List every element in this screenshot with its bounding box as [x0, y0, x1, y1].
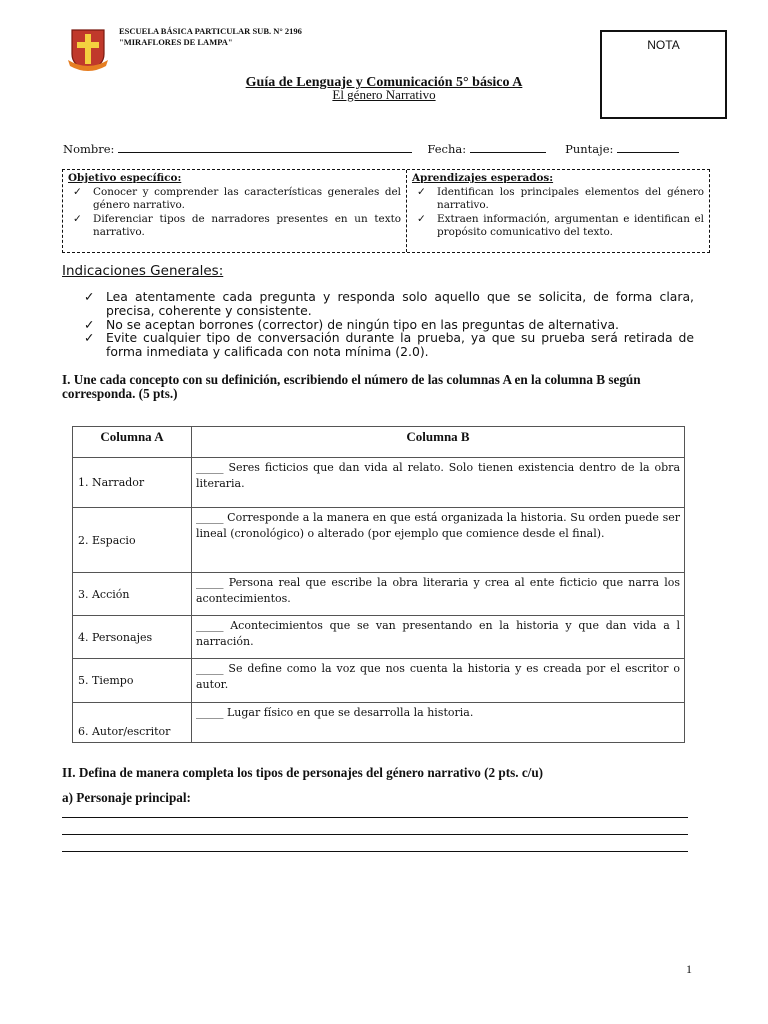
school-name	[119, 26, 302, 48]
checkmark-icon: ✓	[73, 212, 82, 225]
column-a-header: Columna A	[73, 427, 192, 458]
section2-item-a: a) Personaje principal:	[62, 790, 191, 805]
name-field[interactable]	[118, 142, 412, 153]
concept-cell: 5. Tiempo	[73, 659, 192, 703]
definition-cell[interactable]: _____ Corresponde a la manera en que está organizada la historia. Su orden puede ser lineal (cronológico) o alterado (por ejemplo que comience desde el final).	[192, 508, 685, 573]
learning-item	[412, 213, 704, 240]
section2-instruction: II. Defina de manera completa los tipos de personajes del género narrativo (2 pts. c/u)	[62, 765, 544, 780]
answer-line[interactable]	[62, 834, 688, 835]
checkmark-icon: ✓	[84, 330, 95, 346]
answer-line[interactable]	[62, 817, 688, 818]
objectives-box	[62, 169, 710, 253]
checkmark-icon: ✓	[417, 185, 426, 198]
definition-cell[interactable]: _____ Se define como la voz que nos cuenta la historia y es creada por el escritor o autor.	[192, 659, 685, 703]
concept-cell: 2. Espacio	[73, 508, 192, 573]
grade-label: NOTA	[647, 38, 680, 52]
indication-item	[84, 318, 694, 332]
checkmark-icon: ✓	[84, 316, 95, 332]
date-label: Fecha:	[427, 142, 467, 156]
objective-item	[68, 213, 401, 240]
table-row	[73, 573, 685, 616]
objective-item	[68, 186, 401, 213]
school-logo	[66, 26, 110, 72]
checkmark-icon: ✓	[73, 185, 82, 198]
table-row	[73, 508, 685, 573]
objective-text: Conocer y comprender las características generales del género narrativo.	[93, 185, 401, 211]
matching-table	[72, 426, 685, 743]
score-label: Puntaje:	[565, 142, 614, 156]
answer-line[interactable]	[62, 851, 688, 852]
expected-learnings-heading: Aprendizajes esperados:	[412, 172, 554, 184]
objectives-specific-heading: Objetivo específico:	[68, 172, 182, 184]
expected-learnings	[407, 170, 709, 252]
section1-instruction: I. Une cada concepto con su definición, escribiendo el número de las columnas A en la columna B según corresponda. (5 pts.)	[62, 372, 641, 401]
concept-cell: 3. Acción	[73, 573, 192, 616]
indication-item	[84, 331, 694, 359]
student-fields	[63, 142, 679, 156]
objective-text: Diferenciar tipos de narradores presentes en un texto narrativo.	[93, 212, 401, 238]
checkmark-icon: ✓	[417, 212, 426, 225]
objectives-specific	[63, 170, 407, 252]
definition-cell[interactable]: _____ Lugar físico en que se desarrolla la historia.	[192, 703, 685, 743]
score-field[interactable]	[617, 142, 679, 153]
table-header-row	[73, 427, 685, 458]
page-number: 1	[686, 962, 692, 976]
school-name-line1: ESCUELA BÁSICA PARTICULAR SUB. N° 2196	[119, 26, 302, 36]
concept-cell: 4. Personajes	[73, 616, 192, 659]
indication-text: Lea atentamente cada pregunta y responda solo aquello que se solicita, de forma clara, precisa, coherente y consistente.	[106, 289, 694, 318]
indication-item	[84, 290, 694, 318]
indication-text: Evite cualquier tipo de conversación durante la prueba, ya que su prueba será retirada de forma inmediata y calificada con nota mínima (2.0).	[106, 330, 694, 360]
date-field[interactable]	[470, 142, 546, 153]
school-name-line2: "MIRAFLORES DE LAMPA"	[119, 37, 233, 47]
indications-title: Indicaciones Generales:	[62, 263, 224, 279]
definition-cell[interactable]: _____ Seres ficticios que dan vida al relato. Solo tienen existencia dentro de la obra literaria.	[192, 458, 685, 508]
indications-list	[84, 290, 694, 359]
concept-cell: 6. Autor/escritor	[73, 703, 192, 743]
concept-cell: 1. Narrador	[73, 458, 192, 508]
table-row	[73, 458, 685, 508]
table-row	[73, 616, 685, 659]
definition-cell[interactable]: _____ Acontecimientos que se van presentando en la historia y que dan vida a l narración.	[192, 616, 685, 659]
column-b-header: Columna B	[192, 427, 685, 458]
learning-text: Identifican los principales elementos del género narrativo.	[437, 185, 704, 211]
learning-text: Extraen información, argumentan e identifican el propósito comunicativo del texto.	[437, 212, 704, 238]
checkmark-icon: ✓	[84, 289, 95, 304]
name-label: Nombre:	[63, 142, 115, 156]
page-subtitle: El género Narrativo	[332, 87, 436, 102]
learning-item	[412, 186, 704, 213]
definition-cell[interactable]: _____ Persona real que escribe la obra literaria y crea al ente ficticio que narra los acontecimientos.	[192, 573, 685, 616]
table-row	[73, 703, 685, 743]
table-row	[73, 659, 685, 703]
indication-text: No se aceptan borrones (corrector) de ningún tipo en las preguntas de alternativa.	[106, 316, 619, 332]
page-title: Guía de Lenguaje y Comunicación 5° básico A	[245, 75, 523, 90]
